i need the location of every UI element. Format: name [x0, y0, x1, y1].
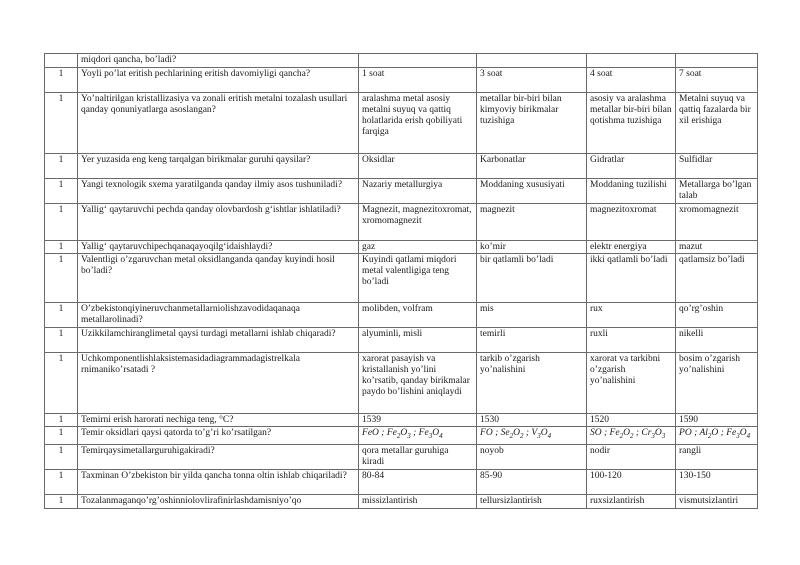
question-text: Temirqaysimetallarguruhigakiradi? [78, 445, 359, 470]
answer-a: Magnezit, magnezitoxromat, xromomagnezit [359, 204, 477, 241]
answer-d: 130-150 [676, 470, 758, 495]
answer-c: asosiy va aralashma metallar bir-biri bilan qotishma tuzishiga [587, 93, 676, 154]
question-table [44, 53, 758, 509]
row-number: 1 [45, 254, 78, 303]
answer-d: xromomagnezit [676, 204, 758, 241]
answer-a: missizlantirish [359, 495, 477, 509]
formula-b: FO ; $Se_2O_2$ ; $V_3O_4$ [477, 427, 587, 445]
answer-a: 1 soat [359, 68, 477, 93]
table-row [45, 54, 758, 68]
row-number: 1 [45, 353, 78, 414]
question-text: Yer yuzasida eng keng tarqalgan birikmalar guruhi qaysilar? [78, 154, 359, 179]
row-number: 1 [45, 68, 78, 93]
answer-c: 100-120 [587, 470, 676, 495]
answer-a: aralashma metal asosiy metalni suyuq va qattiq holatlarida erish qobiliyati farqiga [359, 93, 477, 154]
answer-b: noyob [477, 445, 587, 470]
row-number: 1 [45, 495, 78, 509]
row-number: 1 [45, 154, 78, 179]
answer-a: xarorat pasayish va kristallanish yo’lini ko’rsatib, qanday birikmalar paydo bo’lishini aniqlaydi [359, 353, 477, 414]
table-row [45, 353, 758, 414]
question-text: Temir oksidlari qaysi qatorda to’g’ri ko’rsatilgan? [78, 427, 359, 445]
answer-a: alyuminli, misli [359, 328, 477, 353]
answer-d: 1590 [676, 414, 758, 427]
answer-c: elektr energiya [587, 241, 676, 254]
answer-b: bir qatlamli bo’ladi [477, 254, 587, 303]
answer-b: 85-90 [477, 470, 587, 495]
question-text: O’zbekistonqiyineruvchanmetallarniolishzavodidaqanaqa metallarolinadi? [78, 303, 359, 328]
answer-c: ruxli [587, 328, 676, 353]
question-text: Uzikkilamchiranglimetal qaysi turdagi metallarni ishlab chiqaradi? [78, 328, 359, 353]
table-row [45, 414, 758, 427]
answer-b: Karbonatlar [477, 154, 587, 179]
answer-d: 7 soat [676, 68, 758, 93]
question-text: Tozalanmaganqo’rg’oshinniolovlirafinirlashdamisniyo’qo [78, 495, 359, 509]
answer-c [587, 54, 676, 68]
answer-b [477, 54, 587, 68]
row-number: 1 [45, 179, 78, 204]
answer-c: Moddaning tuzilishi [587, 179, 676, 204]
answer-c: 4 soat [587, 68, 676, 93]
answer-a: 80-84 [359, 470, 477, 495]
answer-d: Metalni suyuq va qattiq fazalarda bir xil erishiga [676, 93, 758, 154]
answer-b: Moddaning xususiyati [477, 179, 587, 204]
answer-b: mis [477, 303, 587, 328]
answer-d: qo’rg’oshin [676, 303, 758, 328]
answer-a: qora metallar guruhiga kiradi [359, 445, 477, 470]
table-row [45, 93, 758, 154]
question-text: Yo’naltirilgan kristallizasiya va zonali eritish metalni tozalash usullari qanday qonuniyatlarga asoslangan? [78, 93, 359, 154]
answer-d: nikelli [676, 328, 758, 353]
answer-a: Oksidlar [359, 154, 477, 179]
row-number: 1 [45, 241, 78, 254]
question-text: Yallig‘ qaytaruvchipechqanaqayoqilg‘idaishlaydi? [78, 241, 359, 254]
question-text: Yallig‘ qaytaruvchi pechda qanday olovbardosh g‘ishtlar ishlatiladi? [78, 204, 359, 241]
row-number [45, 54, 78, 68]
row-number: 1 [45, 445, 78, 470]
formula-a: FeO ; $Fe_2O_3$ ; $Fe_3O_4$ [359, 427, 477, 445]
answer-c: nodir [587, 445, 676, 470]
question-text: Taxminan O’zbekiston bir yilda qancha tonna oltin ishlab chiqariladi? [78, 470, 359, 495]
row-number: 1 [45, 328, 78, 353]
answer-d: Sulfidlar [676, 154, 758, 179]
formula-d: PO ; $Al_2O$ ; $Fe_3O_4$ [676, 427, 758, 445]
row-number: 1 [45, 414, 78, 427]
table-row [45, 303, 758, 328]
row-number: 1 [45, 303, 78, 328]
table-row [45, 427, 758, 445]
answer-d: bosim o’zgarish yo’nalishini [676, 353, 758, 414]
row-number: 1 [45, 427, 78, 445]
answer-c: Gidratlar [587, 154, 676, 179]
row-number: 1 [45, 470, 78, 495]
question-text: Temirni erish harorati nechiga teng, °C? [78, 414, 359, 427]
table-row [45, 241, 758, 254]
answer-b: temirli [477, 328, 587, 353]
answer-c: rux [587, 303, 676, 328]
answer-d: rangli [676, 445, 758, 470]
table-row [45, 495, 758, 509]
answer-d: vismutsizlantiri [676, 495, 758, 509]
answer-b: tarkib o’zgarish yo’nalishini [477, 353, 587, 414]
answer-a: Nazariy metallurgiya [359, 179, 477, 204]
table-row [45, 154, 758, 179]
question-text: miqdori qancha, bo’ladi? [78, 54, 359, 68]
table-row [45, 68, 758, 93]
question-text: Yoyli po’lat eritish pechlarining eritish davomiyligi qancha? [78, 68, 359, 93]
answer-c: ikki qatlamli bo’ladi [587, 254, 676, 303]
answer-b: 1530 [477, 414, 587, 427]
answer-d: Metallarga bo’lgan talab [676, 179, 758, 204]
answer-a: Kuyindi qatlami miqdori metal valentligiga teng bo’ladi [359, 254, 477, 303]
answer-b: ko’mir [477, 241, 587, 254]
answer-a: gaz [359, 241, 477, 254]
table-row [45, 204, 758, 241]
table-row [45, 179, 758, 204]
answer-c: magnezitoxromat [587, 204, 676, 241]
answer-a: molibden, volfram [359, 303, 477, 328]
question-text: Valentligi o’zgaruvchan metal oksidlanganda qanday kuyindi hosil bo’ladi? [78, 254, 359, 303]
table-row [45, 445, 758, 470]
answer-b: metallar bir-biri bilan kimyoviy birikmalar tuzishiga [477, 93, 587, 154]
question-text: Uchkomponentlishlaksistemasidadiagrammadagistrelkala rnimaniko’rsatadi ? [78, 353, 359, 414]
answer-d [676, 54, 758, 68]
answer-b: magnezit [477, 204, 587, 241]
answer-b: 3 soat [477, 68, 587, 93]
answer-d: mazut [676, 241, 758, 254]
answer-d: qatlamsiz bo’ladi [676, 254, 758, 303]
answer-b: tellursizlantirish [477, 495, 587, 509]
table-row [45, 254, 758, 303]
row-number: 1 [45, 204, 78, 241]
answer-c: xarorat va tarkibni o’zgarish yo’nalishini [587, 353, 676, 414]
formula-c: SO ; $Fe_2O_2$ ; $Cr_3O_3$ [587, 427, 676, 445]
question-text: Yangi texnologik sxema yaratilganda qanday ilmiy asos tushuniladi? [78, 179, 359, 204]
answer-c: ruxsizlantirish [587, 495, 676, 509]
answer-a: 1539 [359, 414, 477, 427]
row-number: 1 [45, 93, 78, 154]
answer-c: 1520 [587, 414, 676, 427]
table-row [45, 470, 758, 495]
table-row [45, 328, 758, 353]
answer-a [359, 54, 477, 68]
